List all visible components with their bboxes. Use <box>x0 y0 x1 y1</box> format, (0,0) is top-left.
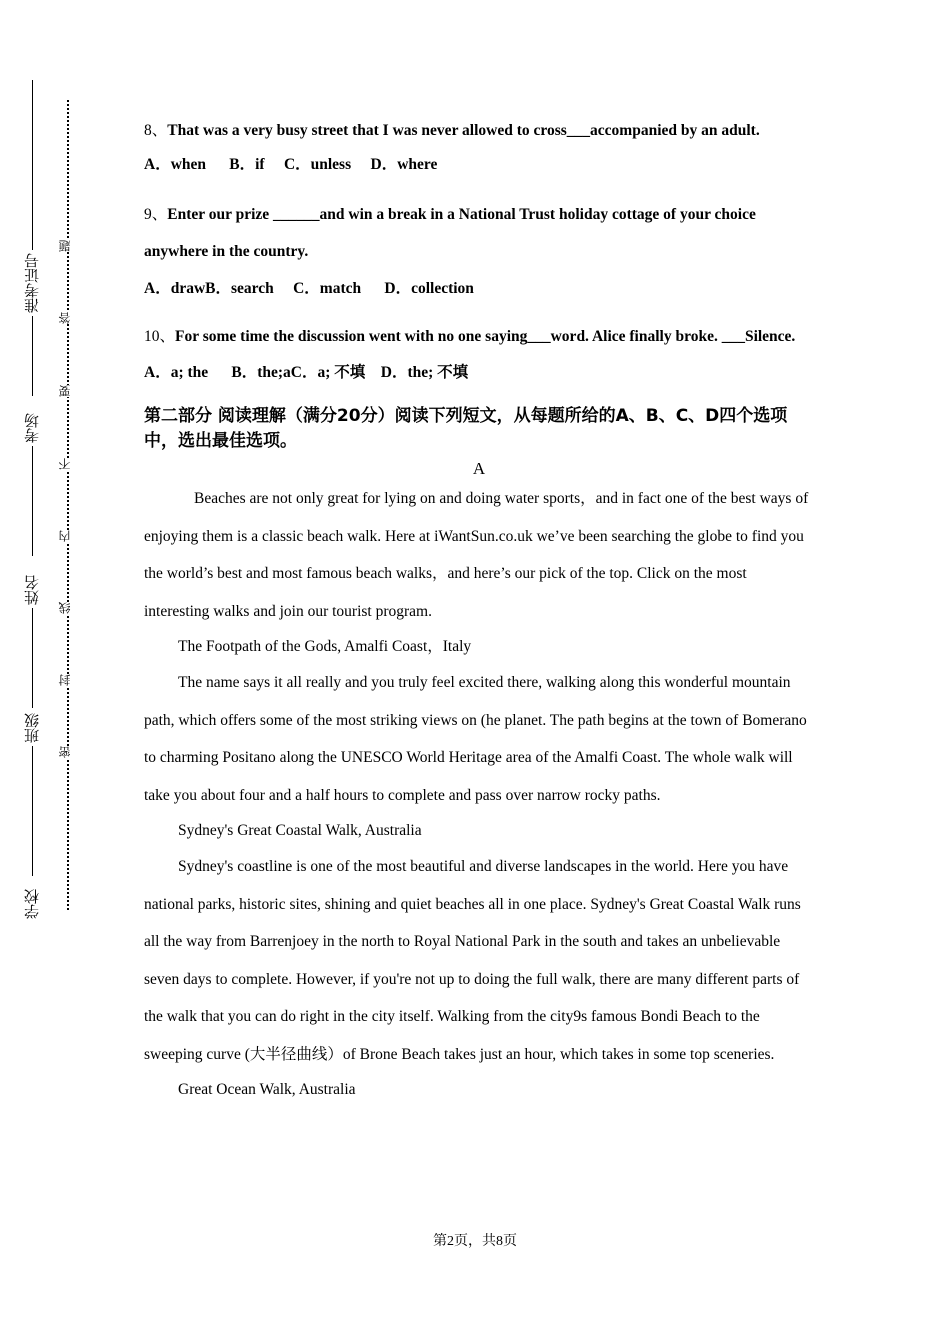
question-text: That was a very busy street that I was never allowed to cross___accompanied by an adult. <box>167 122 760 139</box>
question-stem <box>144 116 814 146</box>
seal-char: 内 <box>58 530 78 542</box>
question-options: A．when B．if C．unless D．where <box>144 156 438 173</box>
binding-label-exam-number: 准考证号 <box>23 253 41 313</box>
seal-char: 封 <box>58 674 78 686</box>
question-stem <box>144 196 814 270</box>
section-title: 第二部分 阅读理解（满分20分）阅读下列短文，从每题所给的A、B、C、D四个选项中，选出最佳选项。 <box>144 406 788 451</box>
question-options: A．drawB．search C．match D．collection <box>144 280 474 297</box>
walk-paragraph: The name says it all really and you truly feel excited there, walking along this wonderful mountain path, which offers some of the most striking views on (he planet. The path begins at the town of Bomerano to charming Positano along the UNESCO World Heritage area of the Amalfi Coast. The whole walk will take you about four and a half hours to complete and pass over narrow rocky paths. <box>144 674 807 804</box>
page-footer: 第2页，共8页 <box>433 1234 517 1249</box>
passage-letter: A <box>472 459 486 478</box>
seal-char: 不 <box>58 458 78 470</box>
binding-label-class: 班级 <box>23 713 41 743</box>
binding-field-exam-room <box>14 410 50 556</box>
seal-char: 答 <box>58 312 78 324</box>
question-8 <box>144 116 814 180</box>
binding-margin <box>14 80 50 930</box>
seal-notice <box>58 240 78 770</box>
binding-field-class <box>14 710 50 876</box>
question-text: For some time the discussion went with no one saying___word. Alice finally broke. ___Silence. <box>175 328 796 345</box>
question-10 <box>144 320 814 388</box>
question-text: Enter our prize ______and win a break in a National Trust holiday cottage of your choice anywhere in the country. <box>144 206 756 260</box>
question-number: 10、 <box>144 328 176 345</box>
walk-heading: Great Ocean Walk, Australia <box>178 1081 356 1098</box>
question-options: A．a; the B．the;aC．a; 不填 D．the; 不填 <box>144 364 469 381</box>
seal-char: 要 <box>58 385 78 397</box>
walk-heading: The Footpath of the Gods, Amalfi Coast，Italy <box>178 638 472 655</box>
binding-field-exam-number <box>14 80 50 396</box>
binding-label-exam-room: 考场 <box>23 413 41 443</box>
binding-label-name: 姓名 <box>23 575 41 605</box>
question-number: 9、 <box>144 206 168 223</box>
seal-char: 密 <box>58 746 78 758</box>
question-9 <box>144 196 814 304</box>
question-stem <box>144 320 814 354</box>
seal-char: 题 <box>58 240 78 252</box>
question-number: 8、 <box>144 122 168 139</box>
walk-heading: Sydney's Great Coastal Walk, Australia <box>178 822 422 839</box>
binding-field-school <box>14 886 50 922</box>
seal-char: 线 <box>58 602 78 614</box>
walk-paragraph: Sydney's coastline is one of the most beautiful and diverse landscapes in the world. Here you have national parks, historic sites, shining and quiet beaches all in one place. Sydney's Great Coastal Walk runs all the way from Barrenjoey in the north to Royal National Park in the south and takes an unbelievable seven days to complete. However, if you're not up to doing the full walk, there are many different parts of the walk that you can do right in the city itself. Walking from the city9s famous Bondi Beach to the sweeping curve (大半径曲线）of Brone Beach takes just an hour, which takes in some top sceneries. <box>144 858 801 1063</box>
binding-label-school: 学校 <box>23 889 41 919</box>
main-content <box>144 116 814 1107</box>
binding-field-name <box>14 572 50 708</box>
passage-intro: Beaches are not only great for lying on and doing water sports，and in fact one of the best ways of enjoying them is a classic beach walk. Here at iWantSun.co.uk we’ve been searching the globe to find you the world’s best and most famous beach walks，and here’s our pick of the top. Click on the most interesting walks and join our tourist program. <box>144 490 809 620</box>
